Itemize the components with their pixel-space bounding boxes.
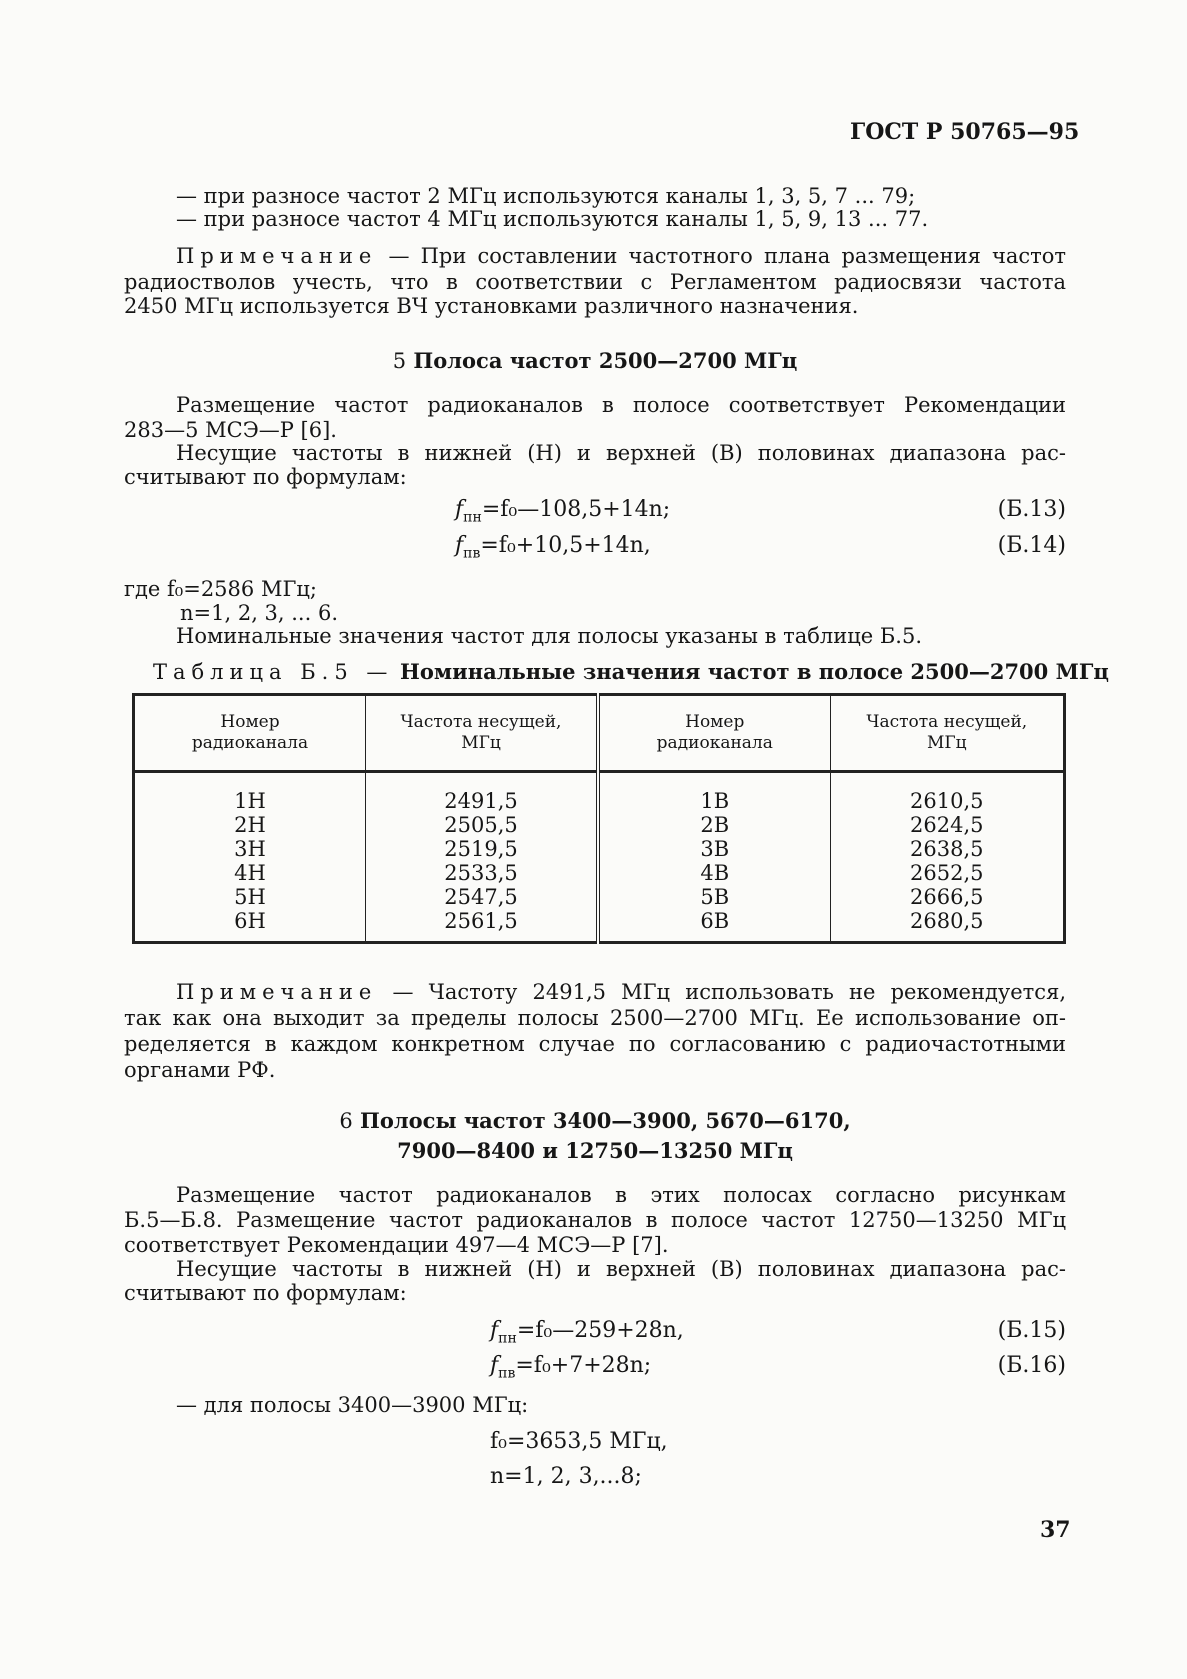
table5-caption-title: Номинальные значения частот в полосе 2500—2700 МГц: [400, 659, 1109, 684]
table-cell: 2638,5: [910, 837, 984, 861]
equation-b13: $f_{пн}=f_0—108,5+14n$; (Б.13): [455, 497, 1066, 526]
note2-line2: так как она выходит за пределы полосы 2500—2700 МГц. Ее использование оп-: [124, 1006, 1066, 1030]
column-lower-frequencies: [366, 785, 598, 943]
page-number: 37: [1040, 1517, 1071, 1543]
section6-p1-line2: Б.5—Б.8. Размещение частот радиоканалов в полосе частот 12750—13250 МГц: [124, 1208, 1066, 1232]
table-cell: 6Н: [234, 909, 266, 933]
equation-number-b13: (Б.13): [997, 497, 1066, 522]
section6-p1-line1: Размещение частот радиоканалов в этих полосах согласно рисункам: [176, 1183, 1066, 1207]
table-cell: 2519,5: [444, 837, 518, 861]
equation-b14: $f_{пв}=f_0+10,5+14n$, (Б.14): [455, 533, 1066, 562]
table-b5: [132, 693, 1066, 944]
note2-line3: ределяется в каждом конкретном случае по согласованию с радиочастотными: [124, 1032, 1066, 1056]
table-cell: 2666,5: [910, 885, 984, 909]
section6-p2-line2: считывают по формулам:: [124, 1281, 407, 1305]
table-cell: 3В: [700, 837, 730, 861]
table-cell: 6В: [700, 909, 730, 933]
table-cell: 4В: [700, 861, 730, 885]
table-cell: 2547,5: [444, 885, 518, 909]
table-cell: 5Н: [234, 885, 266, 909]
equation-number-b15: (Б.15): [997, 1318, 1066, 1343]
table-cell: 2491,5: [444, 789, 518, 813]
header-channel-number-1: Номер радиоканала: [134, 695, 366, 772]
gost-header: ГОСТ Р 50765—95: [850, 119, 1080, 145]
section5-heading: [124, 348, 1066, 374]
where-n: n=1, 2, 3, ... 6.: [180, 601, 338, 625]
section6-heading-line1: [124, 1108, 1066, 1134]
section6-p2-line1: Несущие частоты в нижней (Н) и верхней (В) половинах диапазона рас-: [176, 1257, 1066, 1281]
list-item-4mhz: — при разносе частот 4 МГц используются каналы 1, 5, 9, 13 ... 77.: [176, 207, 929, 231]
header-carrier-frequency-2: Частота несущей, МГц: [830, 695, 1064, 772]
section5-title: Полоса частот 2500—2700 МГц: [413, 348, 798, 373]
table-cell: 5В: [700, 885, 730, 909]
section5-p1-line2: 283—5 МСЭ—Р [6].: [124, 418, 337, 442]
table-cell: 2680,5: [910, 909, 984, 933]
column-lower-channels: [134, 785, 366, 943]
band-f0: f₀=3653,5 МГц,: [490, 1429, 668, 1454]
list-item-2mhz: — при разносе частот 2 МГц используются каналы 1, 3, 5, 7 ... 79;: [176, 184, 916, 208]
column-upper-frequencies: [830, 785, 1064, 943]
note2-line4: органами РФ.: [124, 1058, 276, 1082]
note1-line3: 2450 МГц используется ВЧ установками различного назначения.: [124, 294, 859, 318]
equation-b16: $f_{пв}=f_0+7+28n$; (Б.16): [490, 1353, 1066, 1382]
equation-b15: $f_{пн}=f_0—259+28n$, (Б.15): [490, 1318, 1066, 1347]
section5-p2-line2: считывают по формулам:: [124, 465, 407, 489]
table5-caption-label: Таблица Б.5 —: [153, 660, 394, 684]
section6-p1-line3: соответствует Рекомендации 497—4 МСЭ—Р [7].: [124, 1233, 669, 1257]
section6-title-1: Полосы частот 3400—3900, 5670—6170,: [360, 1108, 851, 1133]
section5-p2-line1: Несущие частоты в нижней (Н) и верхней (В) половинах диапазона рас-: [176, 441, 1066, 465]
note2-line1: Примечание — Частоту 2491,5 МГц использовать не рекомендуется,: [176, 980, 1066, 1004]
table-cell: 2505,5: [444, 813, 518, 837]
equation-number-b16: (Б.16): [997, 1353, 1066, 1378]
table-cell: 2652,5: [910, 861, 984, 885]
note1-line2: радиостволов учесть, что в соответствии с Регламентом радиосвязи частота: [124, 270, 1066, 294]
header-channel-number-2: Номер радиоканала: [598, 695, 830, 772]
table-cell: 1В: [700, 789, 730, 813]
note1-label: Примечание: [176, 244, 378, 268]
note1-line1: Примечание — При составлении частотного плана размещения частот: [176, 244, 1066, 268]
table-cell: 2624,5: [910, 813, 984, 837]
table-cell: 2561,5: [444, 909, 518, 933]
section5-p1-line1: Размещение частот радиоканалов в полосе соответствует Рекомендации: [176, 393, 1066, 417]
header-carrier-frequency-1: Частота несущей, МГц: [366, 695, 598, 772]
note2-label: Примечание: [176, 980, 378, 1004]
table-cell: 3Н: [234, 837, 266, 861]
table-cell: 1Н: [234, 789, 266, 813]
table-cell: 2Н: [234, 813, 266, 837]
section5-number: 5: [392, 349, 407, 373]
table5-caption: [153, 659, 1109, 685]
section6-number: 6: [339, 1109, 353, 1133]
equation-number-b14: (Б.14): [997, 533, 1066, 558]
table-cell: 2610,5: [910, 789, 984, 813]
column-upper-channels: [598, 785, 830, 943]
where-f0: где f₀=2586 МГц;: [124, 577, 317, 601]
section6-title-2: 7900—8400 и 12750—13250 МГц: [397, 1138, 793, 1163]
table-cell: 4Н: [234, 861, 266, 885]
table-cell: 2533,5: [444, 861, 518, 885]
band-3400-3900: — для полосы 3400—3900 МГц:: [176, 1393, 529, 1417]
table-reference: Номинальные значения частот для полосы указаны в таблице Б.5.: [176, 624, 923, 648]
band-n: n=1, 2, 3,...8;: [490, 1464, 642, 1489]
table-cell: 2В: [700, 813, 730, 837]
